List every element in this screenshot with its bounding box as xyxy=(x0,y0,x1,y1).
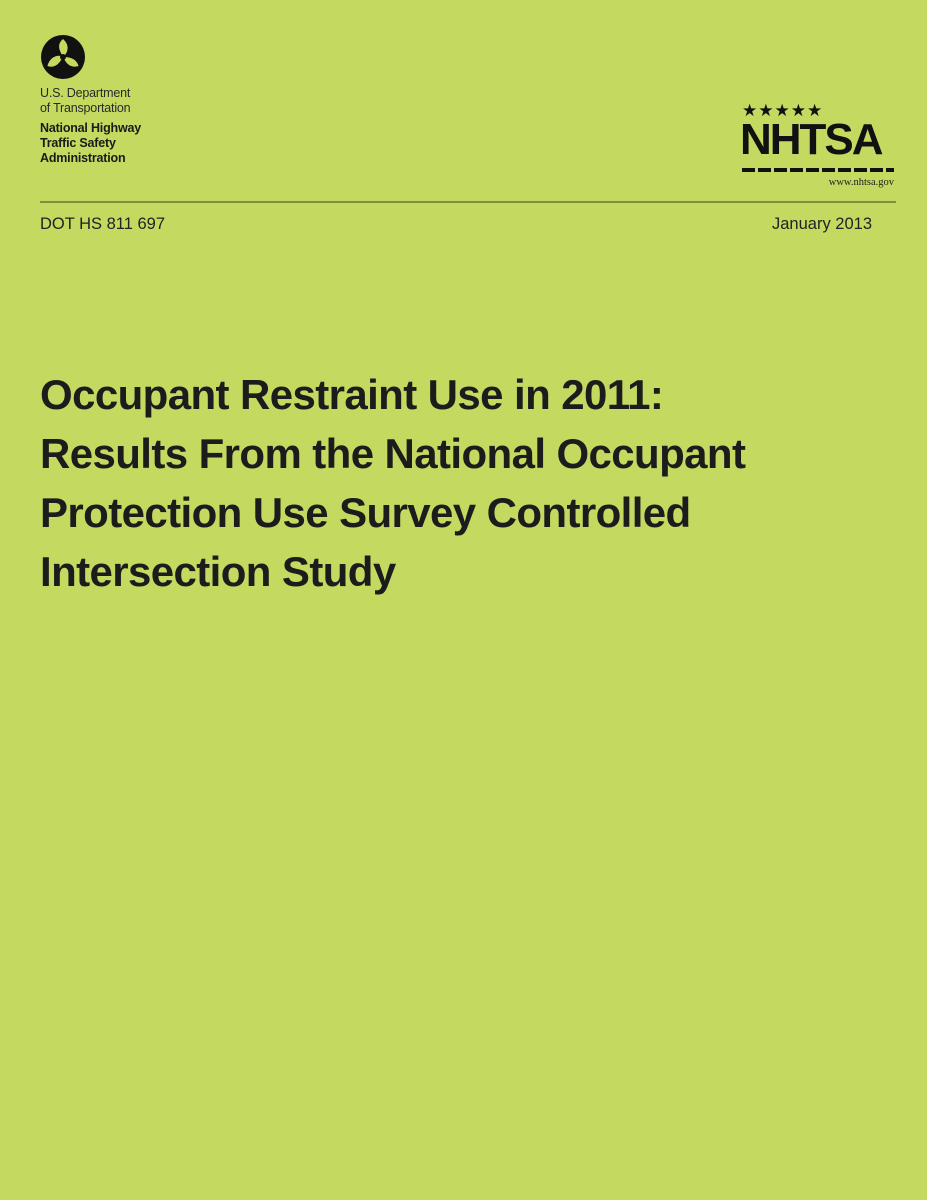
department-line-1: U.S. Department xyxy=(40,86,131,100)
nhtsa-stripe-bar xyxy=(742,168,894,172)
title-line-2: Results From the National Occupant xyxy=(40,430,746,477)
report-number: DOT HS 811 697 xyxy=(40,215,166,233)
administration-line-2: Traffic Safety xyxy=(40,136,116,150)
title-line-3: Protection Use Survey Controlled xyxy=(40,489,691,536)
nhtsa-wordmark: NHTSA xyxy=(740,115,882,164)
report-date: January 2013 xyxy=(772,215,872,233)
nhtsa-url: www.nhtsa.gov xyxy=(828,177,894,188)
report-title xyxy=(40,365,900,601)
title-line-4: Intersection Study xyxy=(40,548,396,595)
administration-line-3: Administration xyxy=(40,151,126,165)
administration-line-1: National Highway xyxy=(40,121,141,135)
department-line-2: of Transportation xyxy=(40,101,131,115)
nhtsa-logo xyxy=(740,102,898,192)
header-divider xyxy=(40,201,896,203)
title-line-1: Occupant Restraint Use in 2011: xyxy=(40,371,664,418)
dot-triskelion-logo xyxy=(40,34,86,80)
agency-block xyxy=(40,86,141,166)
nhtsa-stars-icon: ★★★★★ xyxy=(742,101,824,120)
administration-name xyxy=(40,121,141,166)
